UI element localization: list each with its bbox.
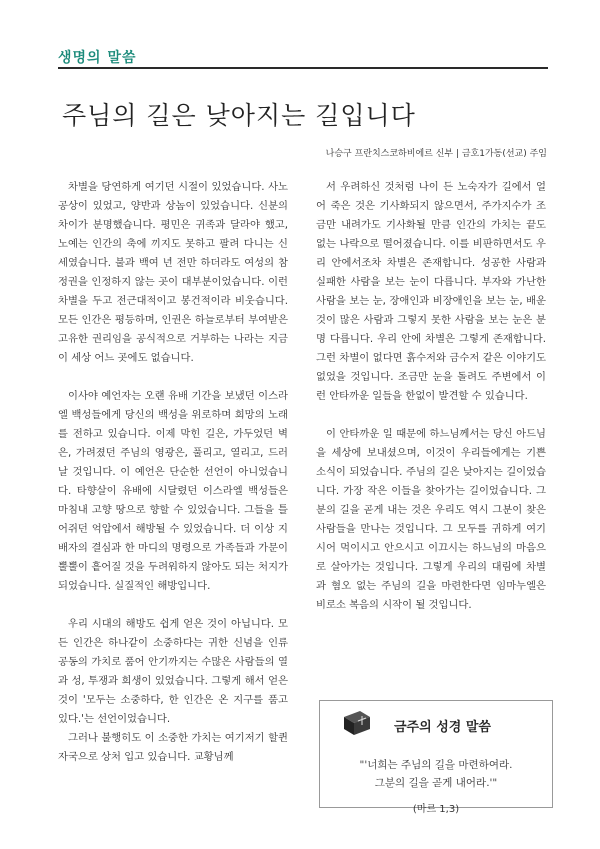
right-column — [316, 178, 546, 634]
weekly-bible-verse-box — [319, 700, 553, 815]
paragraph: 서 우려하신 것처럼 나이 든 노숙자가 길에서 얼어 죽은 것은 기사화되지 않으면서, 주가지수가 조금만 내려가도 기사화될 만큼 인간의 가치는 끝도 없는 나락으로 떨어졌습니다. 이를 비판하면서도 우리 안에서조차 차별은 존재합니다. 성공한 사람과 실패한 사람을 보는 눈이 다릅니다. 부자와 가난한 사람을 보는 눈, 장애인과 비장애인을 보는 눈, 배운 것이 많은 사람과 그렇지 못한 사람을 보는 눈은 분명 다릅니다. 우리 안에 차별은 그렇게 존재합니다. 그런 차별이 없다면 흙수저와 금수저 같은 이야기도 없었을 것입니다. 조금만 눈을 돌려도 주변에서 이런 안타까운 일들을 한없이 발견할 수 있습니다. — [316, 181, 546, 402]
author-byline: 나승구 프란치스코하비에르 신부 | 금호1가동(선교) 주임 — [325, 149, 547, 159]
left-column — [58, 178, 288, 767]
paragraph: 차별을 당연하게 여기던 시절이 있었습니다. 사노공상이 있었고, 양반과 상놈이 있었습니다. 신분의 차이가 분명했습니다. 평민은 귀족과 달라야 했고, 노예는 인간의 축에 끼지도 못하고 팔려 다니는 신세였습니다. 불과 백여 년 전만 하더라도 여성의 참정권을 인정하지 않는 곳이 대부분이었습니다. 이런 차별을 두고 전근대적이고 봉건적이라 비웃습니다. 모든 인간은 평등하며, 인권은 하늘로부터 부여받은 고유한 권리임을 공식적으로 거부하는 나라는 지금이 세상 어느 곳에도 없습니다. — [58, 181, 288, 364]
paragraph: 그러나 불행히도 이 소중한 가치는 여기저기 할퀸 자국으로 상처 입고 있습니다. 교황님께 — [58, 732, 288, 763]
verse-line: "'너희는 주님의 길을 마련하여라. — [359, 759, 513, 771]
bible-book-icon — [340, 709, 374, 737]
section-title: 생명의 말씀 — [58, 50, 137, 66]
paragraph: 이 안타까운 일 때문에 하느님께서는 당신 아드님을 세상에 보내셨으며, 이것이 우리들에게는 기쁜 소식이 되었습니다. 주님의 길은 낮아지는 길이었습니다. 가장 작은 이들을 찾아가는 길이었습니다. 그분의 길을 곧게 내는 것은 우리도 역시 그분이 찾은 사람들을 만나는 것입니다. 그 모두를 귀하게 여기시어 먹이시고 안으시고 이끄시는 하느님의 마음으로 살아가는 것입니다. 그렇게 우리의 대림에 차별과 혐오 없는 주님의 길을 마련한다면 임마누엘은 비로소 복음의 시작이 될 것입니다. — [316, 428, 546, 611]
bible-box-header — [320, 701, 552, 747]
verse-line: 그분의 길을 곧게 내어라.'" — [374, 777, 498, 789]
header-divider — [58, 67, 548, 69]
paragraph: 이사야 예언자는 오랜 유배 기간을 보냈던 이스라엘 백성들에게 당신의 백성을 위로하며 희망의 노래를 전하고 있습니다. 이제 막힌 길은, 가두었던 벽은, 가려졌던 주님의 영광은, 풀리고, 열리고, 드러날 것입니다. 이 예언은 단순한 선언이 아니었습니다. 타향살이 유배에 시달렸던 이스라엘 백성들은 마침내 고향 땅으로 향할 수 있었습니다. 그들을 틀어쥐던 억압에서 해방될 수 있었습니다. 더 이상 지배자의 결심과 한 마디의 명령으로 가족들과 가문이 뿔뿔이 흩어질 것을 두려워하지 않아도 되는 처지가 되었습니다. 실질적인 해방입니다. — [58, 390, 288, 592]
paragraph: 우리 시대의 해방도 쉽게 얻은 것이 아닙니다. 모든 인간은 하나같이 소중하다는 귀한 신념을 인류 공동의 가치로 품어 안기까지는 수많은 사람들의 열과 성, 투쟁과 희생이 있었습니다. 그렇게 해서 얻은 것이 '모두는 소중하다, 한 인간은 온 지구를 품고 있다.'는 선언이었습니다. — [58, 618, 288, 725]
article-title: 주님의 길은 낮아지는 길입니다 — [62, 101, 416, 130]
verse-reference: (마르 1,3) — [412, 804, 460, 815]
bible-box-title: 금주의 성경 말씀 — [394, 720, 491, 735]
